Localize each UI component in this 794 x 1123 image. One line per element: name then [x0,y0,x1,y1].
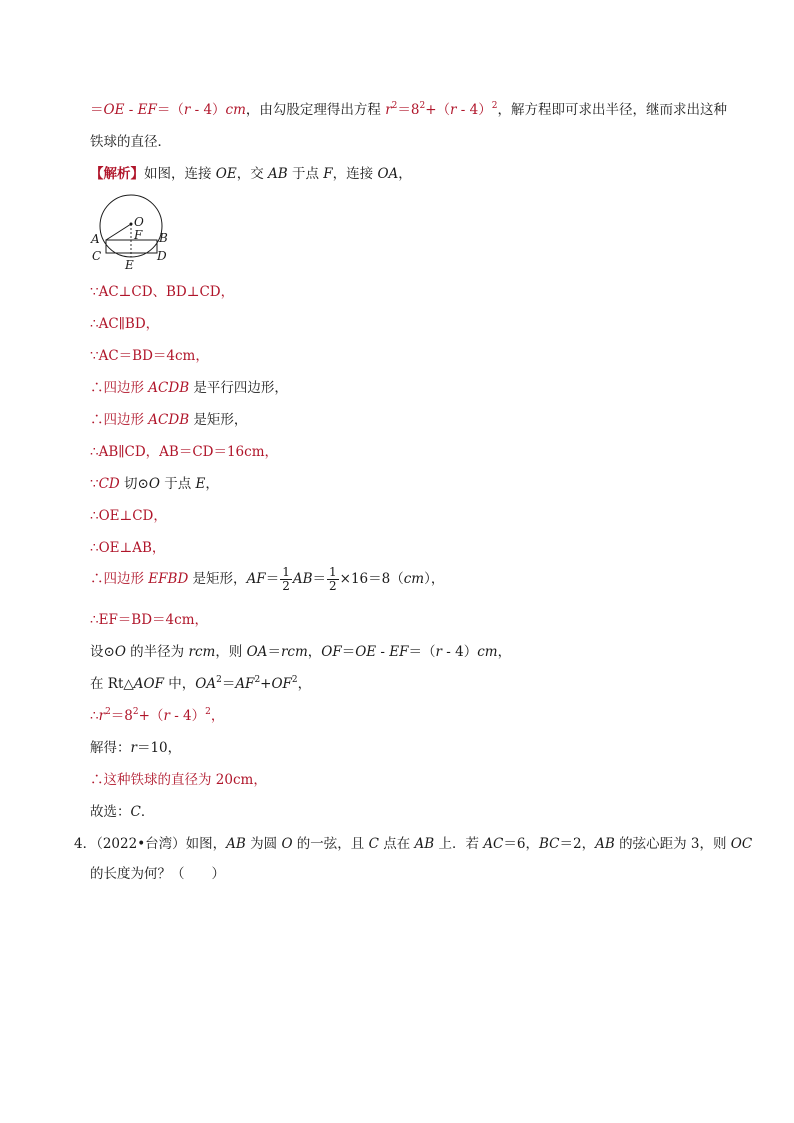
text: ＝ [267,644,281,660]
text: ∴四边形 [90,571,149,587]
var-r: r [130,740,137,756]
text: ＝ [90,102,104,118]
var-of: OF [321,644,342,660]
text: ， [497,644,512,660]
step-2: ∴AC∥BD， [90,316,160,332]
text: 的半径为 [125,644,189,660]
text: 是平行四边形， [189,380,288,396]
var-ef: EF [389,644,409,660]
analysis-line [90,164,412,184]
text: 在 Rt△ [90,676,134,692]
text: ， [398,166,412,182]
text: ＝（ [156,102,184,118]
segment-oa [106,224,131,240]
text: 切⊙ [119,476,149,492]
text: ，则 [215,644,247,660]
intro-line-1 [90,100,727,120]
text: - [124,102,138,118]
text: ，连接 [332,166,378,182]
text: 4．（2022•台湾）如图， [74,836,227,852]
var-af: AF [235,676,255,692]
var-e: E [195,476,206,492]
text: ∴四边形 [90,380,149,396]
text: ∵ [90,476,99,492]
var-r: r [435,644,442,660]
text: 是矩形， [188,571,247,587]
text: ， [297,676,312,692]
answer-choice: C [130,804,141,820]
text: 故选： [90,804,131,820]
fraction-half [280,566,292,593]
text: ）， [424,571,445,587]
unit-cm: cm [403,571,425,587]
var-oa: OA [377,166,399,182]
var-r: r [183,102,191,118]
label-b: B [159,231,168,245]
var-o: O [114,644,126,660]
step-7 [90,474,219,494]
text: ＝8 [110,708,133,724]
step-16: ∴这种铁球的直径为 20cm， [90,772,267,788]
text: 如图，连接 [144,166,216,182]
text: 于点 [287,166,324,182]
text: ， [307,644,322,660]
label-o: O [134,215,144,229]
var-ef: EF [137,102,157,118]
var-oa: OA [195,676,217,692]
step-17 [90,802,154,822]
superscript: 2 [105,706,111,717]
var-efbd: EFBD [148,571,189,587]
denominator: 2 [282,579,290,593]
superscript: 2 [254,674,261,685]
text: ，交 [236,166,269,182]
var-ab: AB [414,836,435,852]
text: +（ [138,708,164,724]
text: ＝ [265,571,280,587]
var-af: AF [246,571,266,587]
fraction-half [327,566,339,593]
text: - 4） [169,708,206,724]
numerator: 1 [282,565,290,579]
superscript: 2 [205,706,211,717]
var-o: O [148,476,160,492]
text: - 4） [456,102,492,118]
step-12 [90,642,511,662]
step-9: ∴OE⊥AB， [90,540,166,556]
text: ， [210,708,225,724]
point-o [130,223,133,226]
superscript: 2 [132,706,139,717]
text: +（ [425,102,451,118]
text: ，由勾股定理得出方程 [245,102,386,118]
var-aof: AOF [133,676,164,692]
step-5 [90,410,247,430]
text: ＝10， [136,740,182,756]
text: ，解方程即可求出半径，继而求出这种 [497,102,727,118]
step-4 [90,378,288,398]
question-4-line-1 [74,834,752,854]
text: ∴ [90,708,99,724]
text: ∴四边形 [90,412,149,428]
text: 解得： [90,740,131,756]
text: ． [140,804,155,820]
text: 设⊙ [90,644,115,660]
var-c: C [368,836,379,852]
unit-cm: cm [225,102,246,118]
question-4-line-2: 的长度为何？（ ） [90,866,225,882]
superscript: 2 [391,100,398,111]
var-o: O [281,836,293,852]
text: ＝ [221,676,236,692]
text: ＝2， [559,836,596,852]
text: 的一弦，且 [292,836,369,852]
step-14 [90,706,224,726]
text: 点在 [378,836,415,852]
unit-cm: cm [477,644,498,660]
step-10 [90,566,444,593]
var-ab: AB [268,166,288,182]
var-acdb: ACDB [148,380,190,396]
var-f: F [323,166,333,182]
geometry-figure [88,192,178,272]
denominator: 2 [329,579,337,593]
text: 中， [163,676,196,692]
text: ＝ [312,571,326,587]
var-rcm: rcm [188,644,216,660]
intro-line-2: 铁球的直径． [90,134,171,150]
text: ＝ [341,644,356,660]
text: - [376,644,390,660]
var-of: OF [271,676,292,692]
step-8: ∴OE⊥CD， [90,508,167,524]
text: ＝8 [397,102,420,118]
var-ab: AB [292,571,313,587]
label-a: A [91,232,100,246]
step-15 [90,738,181,758]
text: ×16＝8（ [339,571,404,587]
var-acdb: ACDB [148,412,190,428]
text: - 4） [190,102,226,118]
label-c: C [92,249,102,263]
superscript: 2 [216,674,222,685]
text: ＝6， [503,836,539,852]
text: 是矩形， [189,412,248,428]
var-ac: AC [483,836,504,852]
numerator: 1 [329,565,337,579]
text: + [260,676,272,692]
var-oe: OE [355,644,377,660]
var-ab: AB [226,836,246,852]
var-oe: OE [103,102,125,118]
superscript: 2 [291,674,298,685]
var-oc: OC [730,836,753,852]
text: 于点 [159,476,196,492]
step-6: ∴AB∥CD，AB＝CD＝16cm， [90,444,279,460]
text: 为圆 [245,836,282,852]
analysis-label: 【解析】 [90,166,144,182]
step-13 [90,674,311,694]
label-f: F [134,228,143,242]
var-cd: CD [98,476,120,492]
var-rcm: rcm [280,644,308,660]
label-d: D [157,249,167,263]
var-oe: OE [215,166,237,182]
var-r: r [163,708,170,724]
text: - 4） [442,644,478,660]
var-oa: OA [246,644,268,660]
label-e: E [125,258,134,272]
text: 上．若 [434,836,484,852]
var-r: r [450,102,457,118]
superscript: 2 [491,100,498,111]
var-bc: BC [539,836,560,852]
step-11: ∴EF＝BD＝4cm， [90,612,209,628]
superscript: 2 [419,100,426,111]
text: ＝（ [408,644,436,660]
text: 的弦心距为 3，则 [614,836,731,852]
var-ab: AB [595,836,615,852]
var-r: r [385,102,392,118]
text: ， [205,476,219,492]
var-r: r [98,708,106,724]
step-3: ∵AC＝BD＝4cm， [90,348,209,364]
step-1: ∵AC⊥CD、BD⊥CD， [90,284,235,300]
